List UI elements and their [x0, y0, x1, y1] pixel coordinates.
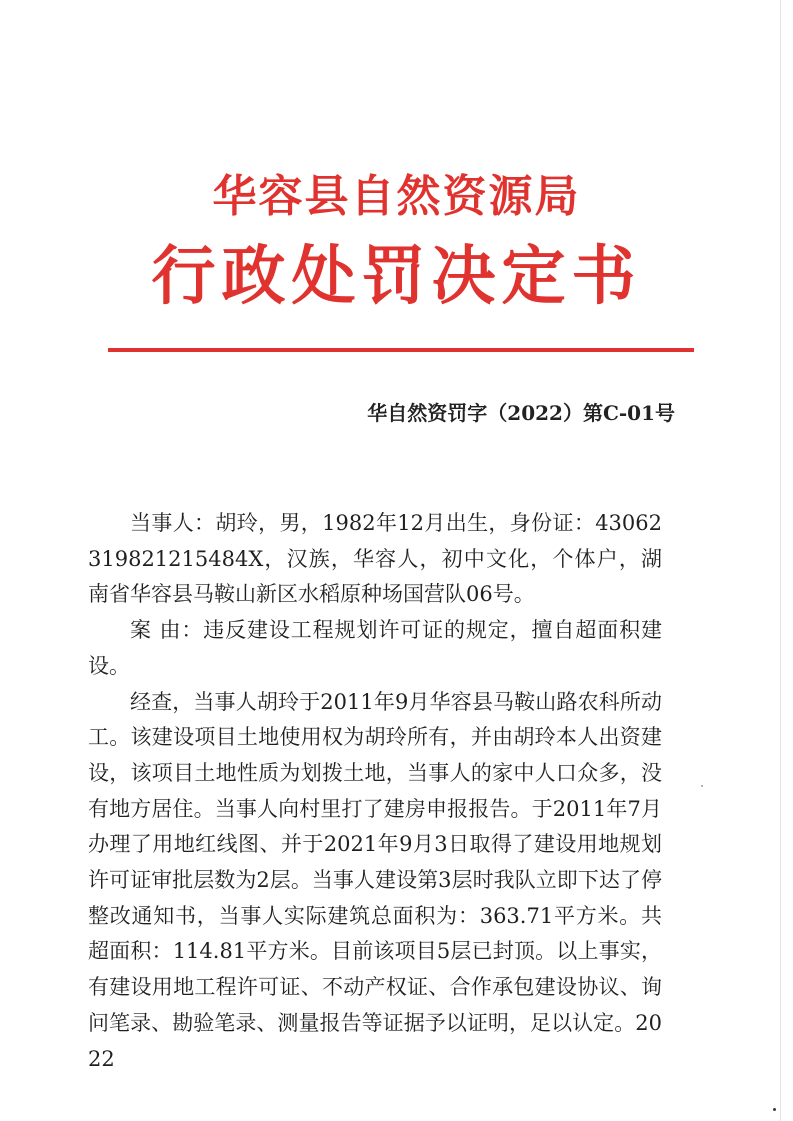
- decision-body: [88, 506, 662, 1077]
- document-number: 华自然资罚字（2022）第C-01号: [367, 401, 675, 425]
- red-divider-line: [108, 348, 694, 352]
- party-info-paragraph: 当事人：胡玲，男，1982年12月出生，身份证：43062319821215484X，汉族，华容人，初中文化，个体户，湖南省华容县马鞍山新区水稻原种场国营队06号。: [88, 511, 662, 607]
- findings-paragraph: 经查，当事人胡玲于2011年9月华容县马鞍山路农科所动工。该建设项目土地使用权为胡玲所有，并由胡玲本人出资建设，该项目土地性质为划拨土地，当事人的家中人口众多，没有地方居住。当事人向村里打了建房申报报告。于2011年7月办理了用地红线图、并于2021年9月3日取得了建设用地规划许可证审批层数为2层。当事人建设第3层时我队立即下达了停整改通知书，当事人实际建筑总面积为：363.71平方米。共超面积：114.81平方米。目前该项目5层已封顶。以上事实，有建设用地工程许可证、不动产权证、合作承包建设协议、询问笔录、勘验笔录、测量报告等证据予以证明，足以认定。2022: [88, 689, 662, 1071]
- issuing-authority-title: 华容县自然资源局: [212, 171, 581, 222]
- case-cause-paragraph: 案 由：违反建设工程规划许可证的规定，擅自超面积建设。: [88, 618, 662, 678]
- scan-speck: [773, 1108, 776, 1111]
- scan-speck: [701, 785, 703, 787]
- document-type-title: 行政处罚决定书: [151, 239, 642, 314]
